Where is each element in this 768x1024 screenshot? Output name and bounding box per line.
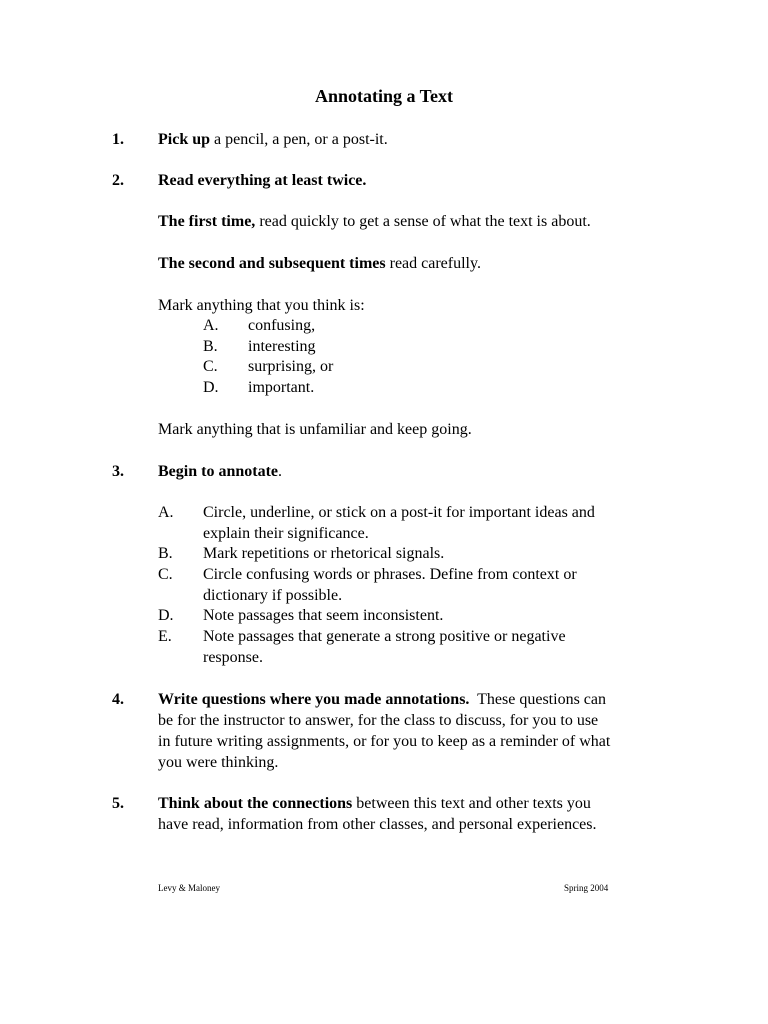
first-time-paragraph	[158, 212, 591, 232]
item-3-heading-end: .	[278, 463, 282, 480]
second-time-rest: read carefully.	[385, 255, 481, 272]
mark-list-item: important.	[248, 379, 315, 396]
annotate-list-letter: B.	[158, 545, 173, 562]
item-3-heading-text: Begin to annotate	[158, 463, 278, 480]
item-2-heading-text: Read everything at least twice.	[158, 172, 367, 189]
item-4-line-1-rest: These questions can	[469, 691, 606, 708]
item-number-5: 5.	[112, 795, 124, 812]
item-4-bold: Write questions where you made annotations.	[158, 691, 470, 708]
footer-authors: Levy & Maloney	[158, 883, 220, 893]
annotate-list-line: Mark repetitions or rhetorical signals.	[203, 545, 445, 562]
page-title: Annotating a Text	[314, 86, 454, 106]
mark-intro: Mark anything that you think is:	[158, 297, 365, 314]
annotate-list-letter: A.	[158, 504, 174, 521]
item-4-line: in future writing assignments, or for you to keep as a reminder of what	[158, 733, 611, 750]
second-time-bold: The second and subsequent times	[158, 255, 386, 272]
mark-list-item: confusing,	[248, 317, 316, 334]
item-5-bold: Think about the connections	[158, 795, 353, 812]
item-4-line: you were thinking.	[158, 754, 279, 771]
annotate-list-line: explain their significance.	[203, 525, 369, 542]
mark-list-item: interesting	[248, 338, 316, 355]
annotate-list-line: response.	[203, 649, 263, 666]
mark-list-letter: D.	[203, 379, 219, 396]
item-1-rest: a pencil, a pen, or a post-it.	[210, 131, 388, 148]
item-2-heading	[158, 171, 366, 191]
annotate-list-line: Note passages that seem inconsistent.	[203, 607, 444, 624]
item-4-line-1	[158, 690, 606, 710]
annotate-list-line: Note passages that generate a strong positive or negative	[203, 628, 566, 645]
mark-unfamiliar: Mark anything that is unfamiliar and keep going.	[158, 421, 472, 438]
item-1-bold: Pick up	[158, 131, 211, 148]
second-time-paragraph	[158, 254, 481, 274]
item-number-1: 1.	[112, 131, 124, 148]
footer-date: Spring 2004	[564, 883, 609, 893]
item-1-text	[158, 130, 388, 150]
annotate-list-line: Circle confusing words or phrases. Define from context or	[203, 566, 577, 583]
mark-list-item: surprising, or	[248, 358, 334, 375]
mark-list-letter: A.	[203, 317, 219, 334]
item-5-line-1-rest: between this text and other texts you	[352, 795, 591, 812]
first-time-rest: read quickly to get a sense of what the text is about.	[255, 213, 591, 230]
item-5-line-2: have read, information from other classes, and personal experiences.	[158, 816, 597, 833]
item-5-line-1	[158, 794, 591, 814]
first-time-bold: The first time,	[158, 213, 256, 230]
mark-list-letter: B.	[203, 338, 218, 355]
annotate-list-line: Circle, underline, or stick on a post-it for important ideas and	[203, 504, 595, 521]
mark-list-letter: C.	[203, 358, 218, 375]
annotate-list-line: dictionary if possible.	[203, 587, 343, 604]
item-number-4: 4.	[112, 691, 124, 708]
item-3-heading	[158, 462, 282, 482]
annotate-list-letter: E.	[158, 628, 172, 645]
annotate-list-letter: D.	[158, 607, 174, 624]
item-number-3: 3.	[112, 463, 124, 480]
item-number-2: 2.	[112, 172, 124, 189]
annotate-list-letter: C.	[158, 566, 173, 583]
item-4-line: be for the instructor to answer, for the class to discuss, for you to use	[158, 712, 599, 729]
